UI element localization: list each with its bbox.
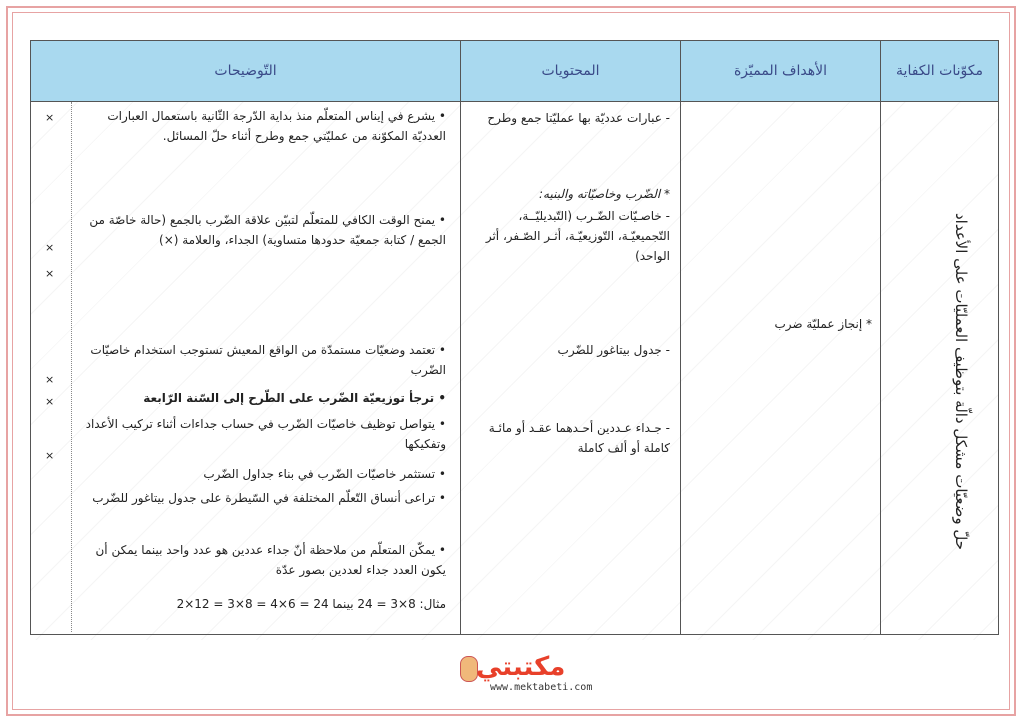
logo-text: مكتبتي [476,652,566,682]
explanation-item: • تعتمد وضعيّات مستمدّة من الواقع المعيش تستوجب استخدام خاصيّات الضّرب [90,343,446,377]
header-goals: الأهداف المميّزة [681,41,881,102]
content-item: - جدول بيتاغور للضّرب [557,343,670,357]
marks-column [31,102,72,632]
content-item: - خاصـيّات الضّـرب (التّبديليّــة، التّجميعيّـة، التّوزيعيّـة، أثـر الصّـفر، أثر الواحد) [485,209,670,263]
contents-cell [461,102,681,635]
content-item: - عبارات عدديّة بها عمليّتا جمع وطرح [487,111,670,125]
mark: × [45,267,55,280]
mark: × [45,395,55,408]
explanations-cell [31,102,461,635]
explanation-item: مثال: 8×3 = 24 بينما 24 = 6×4 = 8×3 = 12×2 [176,597,446,611]
header-contents: المحتويات [461,41,681,102]
explanation-item: • ترجأ توزيعيّة الضّرب على الطّرح إلى السّنة الرّابعة [143,391,446,405]
content-item: * الضّرب وخاصيّاته والبنيه: [539,187,670,201]
mark: × [45,373,55,386]
curriculum-table [30,40,999,635]
mark: × [45,449,55,462]
header-explanations: التّوضيحات [31,41,461,102]
mark: × [45,111,55,124]
competency-text: حلّ وضعيّات مشكل دالّة بتوظيف العمليّات على الأعداد [952,213,970,551]
explanation-item: • يتواصل توظيف خاصيّات الضّرب في حساب جداءات أثناء تركيب الأعداد وتفكيكها [85,417,446,451]
explanation-item: • يشرع في إيناس المتعلّم منذ بداية الدّرجة الثّانية باستعمال العبارات العدديّة المكوّنة من عمليّتي جمع وطرح أثناء حلّ المسائل. [107,109,446,143]
goal-text: * إنجاز عمليّة ضرب [774,317,872,331]
content-item: - جـداء عـددين أحـدهما عقـد أو مائـة كاملة أو ألف كاملة [488,421,670,455]
mark: × [45,241,55,254]
explanation-item: • تراعى أنساق التّعلّم المختلفة في السّيطرة على جدول بيتاغور للضّرب [92,491,446,505]
goals-cell [681,102,881,635]
header-competency: مكوّنات الكفاية [881,41,999,102]
explanation-item: • تستثمر خاصيّات الضّرب في بناء جداول الضّرب [203,467,446,481]
explanation-item: • يمكّن المتعلّم من ملاحظة أنّ جداء عددين هو عدد واحد بينما يمكن أن يكون العدد جداء لعددين بصور عدّة [95,543,446,577]
site-logo[interactable] [460,652,600,692]
competency-cell [881,102,999,635]
explanation-item: • يمنح الوقت الكافي للمتعلّم لتبيّن علاقة الضّرب بالجمع (حالة خاصّة من الجمع / كتابة جمعيّة حدودها متساوية) الجداء، والعلامة (×) [89,213,446,247]
logo-url: www.mektabeti.com [490,682,593,693]
